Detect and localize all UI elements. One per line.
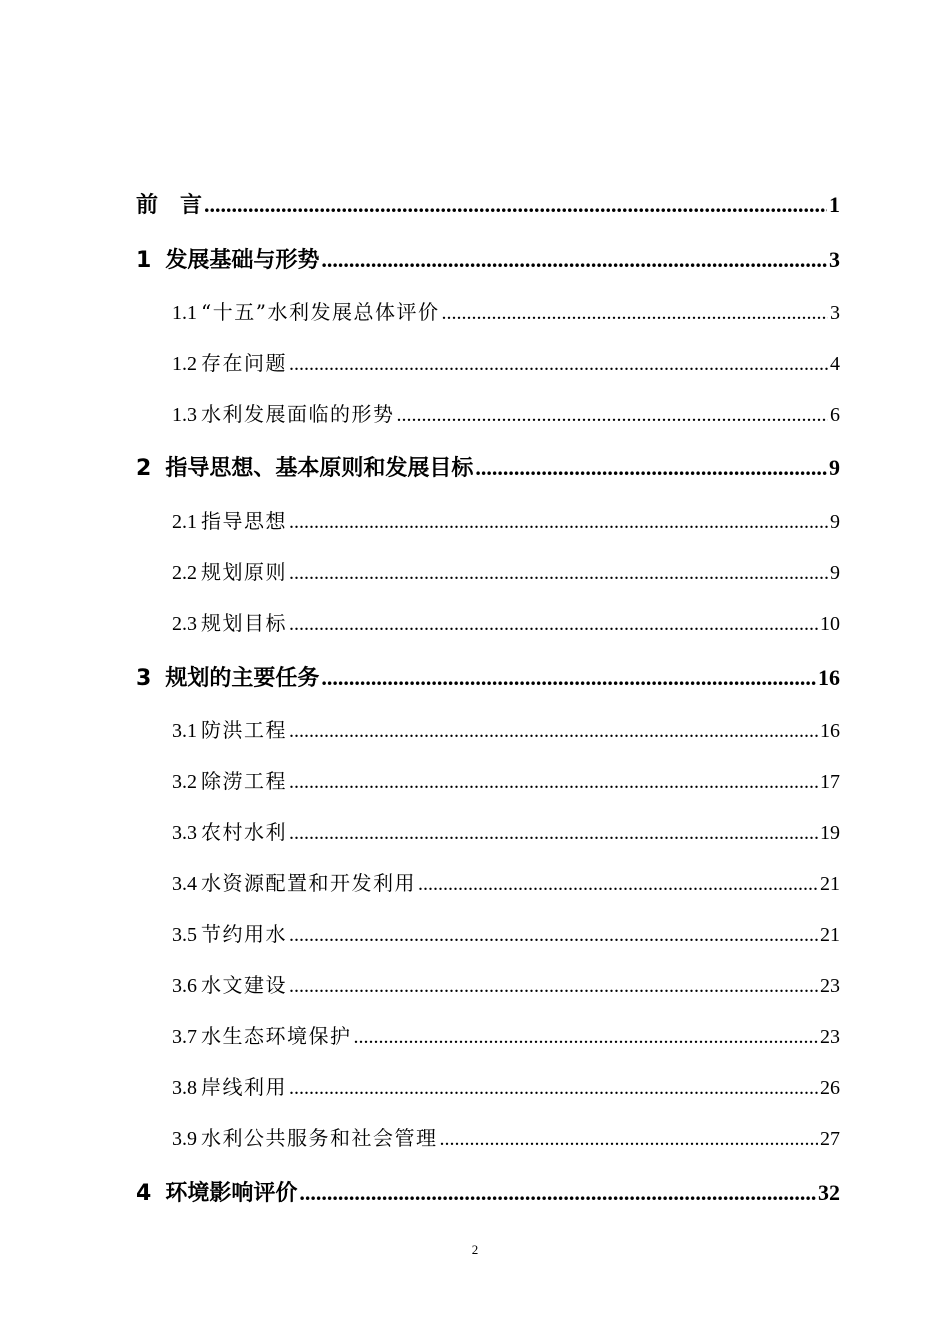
dot-leader — [354, 1026, 819, 1049]
toc-entry-title: 防洪工程 — [201, 718, 287, 742]
toc-entry-section-3-1[interactable] — [136, 714, 840, 743]
toc-entry-title: 水文建设 — [201, 973, 287, 997]
toc-entry-title: 规划的主要任务 — [165, 666, 320, 691]
toc-entry-title: 指导思想 — [201, 509, 287, 533]
toc-entry-chapter-1[interactable] — [136, 243, 840, 274]
toc-entry-page: 27 — [820, 1128, 840, 1150]
dot-leader — [289, 822, 818, 845]
toc-entry-section-3-7[interactable] — [136, 1020, 840, 1049]
toc-entry-title: 除涝工程 — [201, 769, 287, 793]
toc-entry-page: 9 — [830, 562, 840, 584]
toc-entry-title: 指导思想、基本原则和发展目标 — [165, 456, 474, 481]
toc-entry-number: 1.2 — [172, 353, 197, 375]
toc-entry-number: 3.9 — [172, 1128, 197, 1150]
toc-entry-section-1-2[interactable] — [136, 347, 840, 376]
toc-entry-section-1-1[interactable] — [136, 296, 840, 325]
toc-entry-number: 1.1 — [172, 302, 197, 324]
toc-entry-page: 23 — [820, 1026, 840, 1048]
toc-entry-page: 21 — [820, 924, 840, 946]
toc-entry-number: 3.2 — [172, 771, 197, 793]
toc-entry-number: 3.6 — [172, 975, 197, 997]
toc-entry-title: 农村水利 — [201, 820, 287, 844]
dot-leader — [289, 613, 818, 636]
toc-entry-page: 4 — [830, 353, 840, 375]
toc-entry-page: 21 — [820, 873, 840, 895]
dot-leader — [289, 720, 818, 743]
dot-leader — [475, 455, 827, 481]
toc-entry-page: 1 — [829, 192, 840, 217]
toc-entry-page: 10 — [820, 613, 840, 635]
dot-leader — [299, 1180, 816, 1206]
toc-entry-page: 3 — [830, 302, 840, 324]
toc-entry-number: 3.4 — [172, 873, 197, 895]
dot-leader — [289, 353, 828, 376]
toc-entry-number: 2.2 — [172, 562, 197, 584]
toc-entry-section-3-3[interactable] — [136, 816, 840, 845]
toc-entry-page: 19 — [820, 822, 840, 844]
toc-entry-page: 9 — [830, 511, 840, 533]
toc-entry-section-3-6[interactable] — [136, 969, 840, 998]
toc-entry-number: 4 — [136, 1181, 152, 1206]
toc-entry-section-3-5[interactable] — [136, 918, 840, 947]
toc-entry-title: 节约用水 — [201, 922, 287, 946]
dot-leader — [289, 1077, 818, 1100]
dot-leader — [289, 511, 828, 534]
toc-entry-title: 水资源配置和开发利用 — [201, 871, 416, 895]
toc-entry-title: 水利发展面临的形势 — [201, 402, 395, 426]
toc-entry-title: 规划原则 — [201, 560, 287, 584]
toc-entry-title: “十五”水利发展总体评价 — [201, 300, 440, 324]
toc-entry-page: 3 — [829, 247, 840, 272]
toc-entry-number: 3.8 — [172, 1077, 197, 1099]
toc-entry-section-1-3[interactable] — [136, 398, 840, 427]
toc-entry-number: 3.7 — [172, 1026, 197, 1048]
dot-leader — [321, 247, 827, 273]
toc-entry-page: 16 — [820, 720, 840, 742]
toc-entry-preface[interactable] — [136, 188, 840, 219]
dot-leader — [204, 192, 827, 218]
toc-entry-number: 3.1 — [172, 720, 197, 742]
toc-entry-page: 16 — [818, 665, 840, 690]
toc-entry-page: 32 — [818, 1180, 840, 1205]
toc-entry-title: 水利公共服务和社会管理 — [201, 1126, 438, 1150]
dot-leader — [289, 924, 818, 947]
dot-leader — [440, 1128, 819, 1151]
toc-entry-section-2-3[interactable] — [136, 607, 840, 636]
toc-entry-chapter-3[interactable] — [136, 661, 840, 692]
dot-leader — [441, 302, 828, 325]
toc-entry-number: 2.1 — [172, 511, 197, 533]
toc-entry-title: 存在问题 — [201, 351, 287, 375]
toc-entry-number: 3.5 — [172, 924, 197, 946]
toc-entry-page: 17 — [820, 771, 840, 793]
toc-entry-section-3-4[interactable] — [136, 867, 840, 896]
page-number: 2 — [471, 1242, 479, 1257]
toc-entry-page: 23 — [820, 975, 840, 997]
toc-entry-chapter-2[interactable] — [136, 451, 840, 482]
toc-entry-number: 2.3 — [172, 613, 197, 635]
toc-entry-chapter-4[interactable] — [136, 1176, 840, 1207]
toc-entry-title: 发展基础与形势 — [165, 248, 320, 273]
dot-leader — [397, 404, 829, 427]
toc-entry-page: 6 — [830, 404, 840, 426]
toc-entry-title: 水生态环境保护 — [201, 1024, 352, 1048]
toc-entry-page: 9 — [829, 455, 840, 480]
dot-leader — [289, 975, 818, 998]
dot-leader — [418, 873, 818, 896]
toc-entry-section-2-1[interactable] — [136, 505, 840, 534]
toc-entry-page: 26 — [820, 1077, 840, 1099]
toc-entry-number: 2 — [136, 456, 152, 481]
toc-entry-section-3-8[interactable] — [136, 1071, 840, 1100]
toc-entry-section-3-9[interactable] — [136, 1122, 840, 1151]
dot-leader — [289, 562, 828, 585]
toc-entry-number: 3.3 — [172, 822, 197, 844]
dot-leader — [289, 771, 818, 794]
dot-leader — [321, 665, 816, 691]
toc-entry-section-2-2[interactable] — [136, 556, 840, 585]
toc-entry-number: 3 — [136, 666, 152, 691]
toc-entry-number: 1.3 — [172, 404, 197, 426]
toc-entry-number: 1 — [136, 248, 152, 273]
toc-entry-title: 规划目标 — [201, 611, 287, 635]
toc-entry-title: 环境影响评价 — [165, 1181, 298, 1206]
toc-entry-section-3-2[interactable] — [136, 765, 840, 794]
toc-entry-title: 岸线利用 — [201, 1075, 287, 1099]
toc-entry-title: 前 言 — [136, 193, 203, 218]
